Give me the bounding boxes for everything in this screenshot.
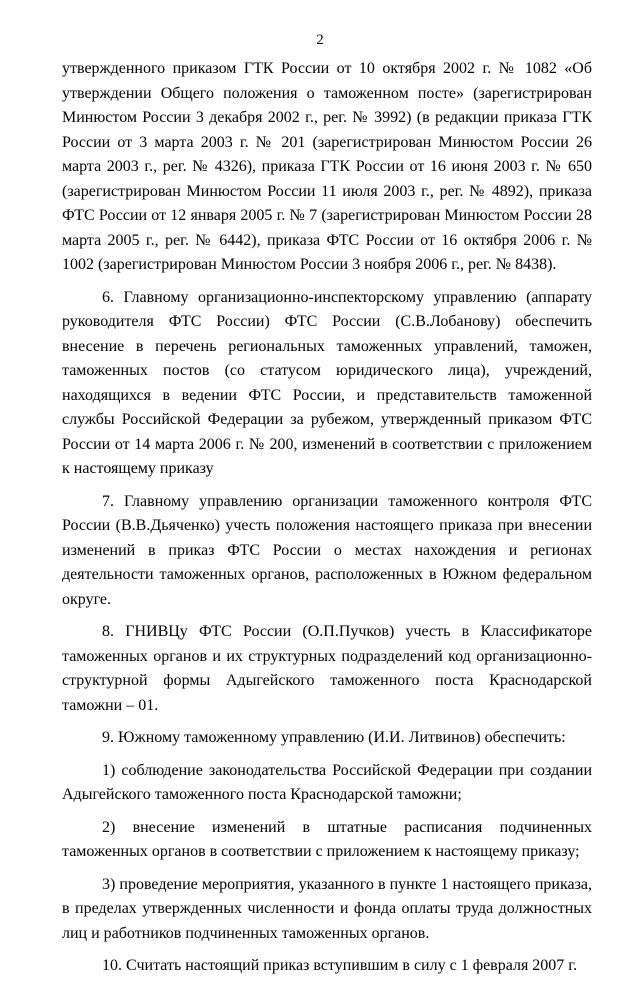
paragraph-subitem-1: 1) соблюдение законодательства Российской Федерации при создании Адыгейского таможенного поста Краснодарской таможни; <box>62 761 592 803</box>
paragraph-item-7: 7. Главному управлению организации таможенного контроля ФТС России (В.В.Дьяченко) учесть положения настоящего приказа при внесении изменений в приказ ФТС России о местах нахождения и регионах деятельности таможенных органов, расположенных в Южном федеральном округе. <box>62 492 592 608</box>
paragraph-item-8: 8. ГНИВЦу ФТС России (О.П.Пучков) учесть в Классификаторе таможенных органов и их структурных подразделений код организационно-структурной формы Адыгейского таможенного поста Краснодарской таможни – 01. <box>62 623 592 714</box>
paragraph-item-6: 6. Главному организационно-инспекторскому управлению (аппарату руководителя ФТС России) ФТС России (С.В.Лобанову) обеспечить внесение в перечень региональных таможенных управлений, таможен, таможенных постов (со статусом юридического лица), учреждений, находящихся в ведении ФТС России, и представительств таможенной службы Российской Федерации за рубежом, утвержденный приказом ФТС России от 14 марта 2006 г. № 200, изменений в соответствии с приложением к настоящему приказу <box>62 288 592 477</box>
paragraph-item-10: 10. Считать настоящий приказ вступившим в силу с 1 февраля 2007 г. <box>102 957 578 974</box>
paragraph-subitem-3: 3) проведение мероприятия, указанного в пункте 1 настоящего приказа, в пределах утвержденных численности и фонда оплаты труда должностных лиц и работников подчиненных таможенных органов. <box>62 875 592 942</box>
paragraph-item-9: 9. Южному таможенному управлению (И.И. Литвинов) обеспечить: <box>102 729 566 746</box>
paragraph-continuation: утвержденного приказом ГТК России от 10 октября 2002 г. № 1082 «Об утверждении Общего положения о таможенном посте» (зарегистрирован Минюстом России 3 декабря 2002 г., рег. № 3992) (в редакции приказа ГТК России от 3 марта 2003 г. № 201 (зарегистрирован Минюстом России 26 марта 2003 г., рег. № 4326), приказа ГТК России от 16 июня 2003 г. № 650 (зарегистрирован Минюстом России 11 июля 2003 г., рег. № 4892), приказа ФТС России от 12 января 2005 г. № 7 (зарегистрирован Минюстом России 28 марта 2005 г., рег. № 6442), приказа ФТС России от 16 октября 2006 г. № 1002 (зарегистрирован Минюстом России 3 ноября 2006 г., рег. № 8438). <box>62 60 592 273</box>
paragraph-subitem-2: 2) внесение изменений в штатные расписания подчиненных таможенных органов в соответствии с приложением к настоящему приказу; <box>62 818 592 860</box>
page-number: 2 <box>316 32 324 48</box>
document-body <box>62 57 592 987</box>
